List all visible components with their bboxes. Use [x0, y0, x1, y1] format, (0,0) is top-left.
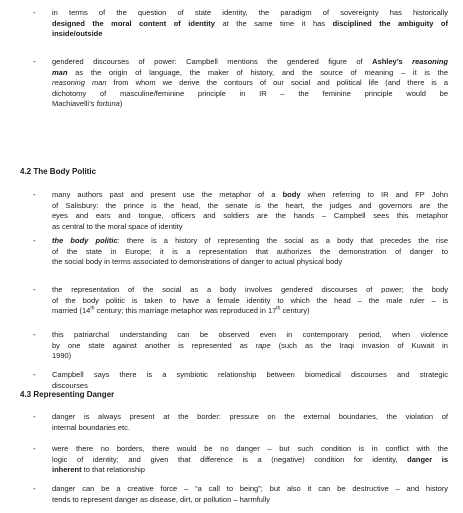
text-run: ) — [119, 99, 123, 108]
bullet-item — [52, 412, 448, 433]
bullet-dash: - — [33, 370, 36, 379]
bold-text: disciplined the ambiguity of — [332, 18, 449, 28]
text-line — [52, 8, 448, 19]
text-line — [52, 236, 448, 247]
text-line — [52, 78, 448, 89]
text-line — [52, 341, 448, 352]
text-line — [52, 455, 448, 466]
text-line — [52, 444, 448, 455]
bullet-item — [52, 190, 448, 232]
text-line — [52, 99, 448, 110]
bullet-dash: - — [33, 285, 36, 294]
text-run: (such as the Iraqi invasion of Kuwait in — [270, 340, 448, 350]
bold-text: Ashley’s — [372, 57, 413, 66]
text-line — [52, 190, 448, 201]
italic-text: reasoning man — [52, 78, 107, 87]
text-run: when referring to IR and FP John — [300, 190, 448, 199]
text-run: of Salisbury: the prince is the head, the senate is the heart, the judges and governors are the — [52, 200, 448, 210]
text-run: by one state against another is represented as — [52, 340, 256, 350]
bold-text: reasoning — [412, 57, 448, 66]
bold-text: designed the moral content of identity — [52, 18, 215, 28]
text-run: eyes and ears and tongue, officers and soldiers are the hands – Campbell sees this metaphor — [52, 211, 448, 220]
text-line — [52, 201, 448, 212]
text-line — [52, 247, 448, 258]
text-run: century; this marriage metaphor was reproduced in 17 — [94, 306, 277, 315]
text-run: were there no borders, there would be no danger – but such condition is in conflict with the — [52, 444, 448, 453]
text-run: Campbell says there is a symbiotic relationship between biomedical discourses and strategic — [52, 370, 448, 379]
bullet-item — [52, 484, 448, 505]
text-line — [52, 484, 448, 495]
text-run: Machiavelli’s — [52, 99, 97, 108]
text-line — [52, 412, 448, 423]
text-line — [52, 423, 448, 434]
text-line — [52, 306, 448, 317]
bullet-item — [52, 370, 448, 391]
text-line — [52, 330, 448, 341]
bold-text: inherent — [52, 465, 82, 474]
text-run: from whom we derive the contours of our social and political life (and there is a — [106, 78, 448, 87]
text-line — [52, 222, 448, 233]
bullet-item — [52, 285, 448, 317]
text-run: at the same time it has — [214, 18, 333, 28]
text-line — [52, 285, 448, 296]
text-line — [52, 257, 448, 268]
text-run: 1990) — [52, 351, 72, 360]
bullet-dash: - — [33, 57, 36, 66]
bold-text: danger is — [407, 454, 449, 464]
text-line — [52, 57, 448, 68]
text-run: of the state in Europe; it is a representation that authorizes the demonstration of danger to — [52, 246, 448, 256]
bold-text: body — [282, 190, 301, 199]
text-run: as central to the moral space of identity — [52, 221, 183, 231]
bullet-item — [52, 57, 448, 110]
text-line — [52, 351, 448, 362]
text-run: century) — [280, 306, 310, 315]
bullet-item — [52, 444, 448, 476]
text-run: married (14 — [52, 306, 91, 315]
text-run: as the origin of language, the maker of history, and the source of meaning – it is the — [67, 67, 448, 77]
text-run: gendered discourses of power: Campbell mentions the gendered figure of — [52, 57, 373, 66]
text-run: this patriarchal understanding can be observed even in contemporary period, when violence — [52, 330, 448, 339]
text-run: : there is a history of representing the social as a body that precedes the rise — [117, 236, 449, 245]
text-line — [52, 89, 448, 100]
bold-text: inside/outside — [52, 29, 103, 38]
bullet-dash: - — [33, 8, 36, 17]
text-run: in terms of the question of state identity, the paradigm of sovereignty has historically — [52, 8, 448, 17]
section-heading: 4.3 Representing Danger — [20, 390, 115, 399]
superscript: th — [276, 305, 281, 312]
bullet-dash: - — [33, 444, 36, 453]
text-run: tends to represent danger as disease, dirt, or pollution – harmfully — [52, 494, 271, 504]
bullet-dash: - — [33, 412, 36, 421]
text-line — [52, 495, 448, 506]
italic-text: rape — [255, 340, 271, 350]
text-run: discourses — [52, 380, 88, 390]
text-run: danger is always present at the border: pressure on the external boundaries, the violation of — [52, 412, 448, 421]
bullet-item — [52, 330, 448, 362]
section-heading: 4.2 The Body Politic — [20, 167, 97, 176]
text-line — [52, 29, 448, 40]
text-run: internal boundaries etc. — [52, 422, 130, 432]
bullet-dash: - — [33, 330, 36, 339]
text-run: dichotomy of masculine/feminine principle in IR – the feminine principle would be — [52, 88, 448, 98]
bold-text: the body politic — [52, 236, 118, 245]
text-run: many authors past and present use the metaphor of a — [52, 190, 283, 199]
bullet-dash: - — [33, 484, 36, 493]
superscript: th — [90, 305, 95, 312]
bullet-dash: - — [33, 236, 36, 245]
text-run: to that relationship — [81, 465, 145, 474]
text-line — [52, 465, 448, 476]
text-line — [52, 19, 448, 30]
bold-text: man — [52, 67, 68, 77]
text-run: danger can be a creative force – “a call to being”; but also it can be destructive – and history — [52, 484, 448, 493]
italic-text: fortuna — [96, 99, 120, 108]
bullet-item — [52, 8, 448, 40]
text-line — [52, 211, 448, 222]
bullet-item — [52, 236, 448, 268]
text-line — [52, 370, 448, 381]
text-run: the representation of the social as a body involves gendered discourses of power; the body — [52, 285, 448, 294]
text-line — [52, 68, 448, 79]
text-run: of the body politic is taken to have a female identity to which the head – the male ruler – is — [52, 295, 448, 305]
text-run: the social body in terms associated to demonstrations of danger to actual physical body — [52, 257, 343, 266]
bullet-dash: - — [33, 190, 36, 199]
text-line — [52, 296, 448, 307]
text-run: logic of identity; and given that difference is a (negative) condition for identity, — [52, 454, 408, 464]
